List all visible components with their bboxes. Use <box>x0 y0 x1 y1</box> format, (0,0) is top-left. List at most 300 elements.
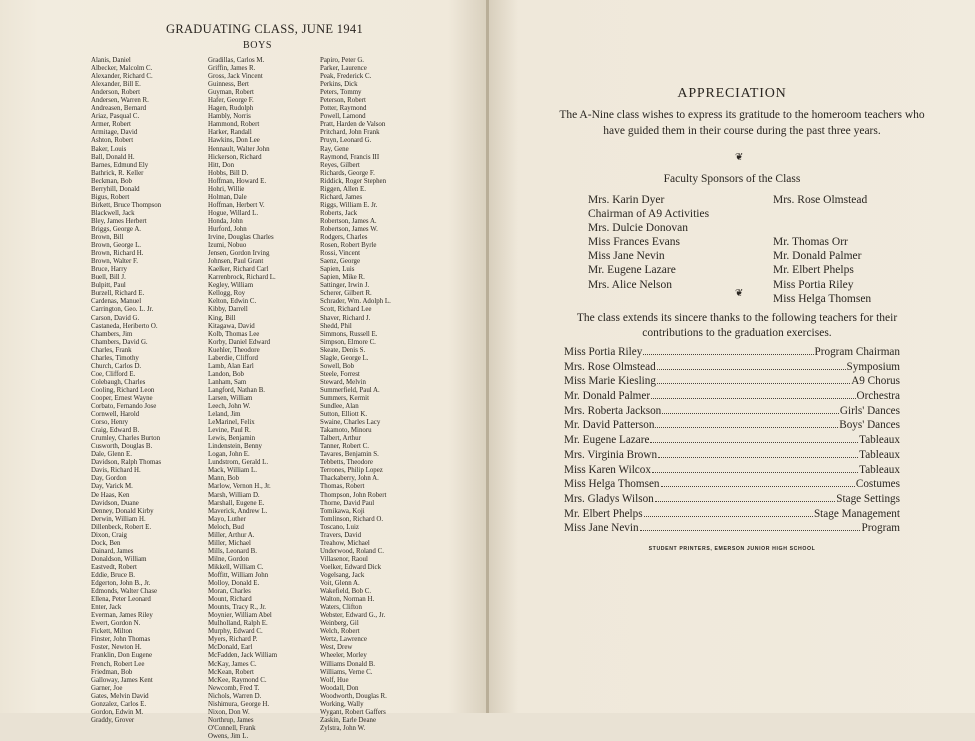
graduate-name: Kitagawa, David <box>208 322 255 330</box>
graduate-name: Honda, John <box>208 217 243 225</box>
graduate-name: Albecker, Malcolm C. <box>91 65 153 73</box>
graduate-name: Swaine, Charles Lacy <box>320 419 381 427</box>
graduate-name: Woodall, Don <box>320 684 359 692</box>
graduate-name: Franklin, Don Eugene <box>91 652 153 660</box>
teacher-name: Mrs. Gladys Wilson <box>564 492 654 505</box>
graduate-name: Kellogg, Roy <box>208 290 246 298</box>
graduate-name: Shaver, Richard J. <box>320 314 371 322</box>
graduate-name: Corbato, Fernando Jose <box>91 403 157 411</box>
graduate-name: Carson, David G. <box>91 314 140 322</box>
graduate-name: Armer, Robert <box>91 121 131 129</box>
graduate-name: Sutton, Elliott K. <box>320 411 368 419</box>
teacher-name: Miss Marie Kiesling <box>564 375 656 388</box>
dot-leader <box>652 472 858 473</box>
faculty-sponsor: Miss Portia Riley <box>773 278 854 291</box>
dot-leader <box>643 354 813 355</box>
graduate-name: Donaldson, William <box>91 555 147 563</box>
graduate-name: Wolf, Hue <box>320 676 349 684</box>
graduate-name: Davis, Richard H. <box>91 467 141 475</box>
graduate-name: Zaskin, Earle Deane <box>320 716 377 724</box>
faculty-sponsor: Mr. Eugene Lazare <box>588 264 676 277</box>
fleuron-icon: ❦ <box>735 288 744 299</box>
graduate-name: Travers, David <box>320 531 362 539</box>
graduate-name: Bathrick, R. Keller <box>91 169 144 177</box>
fleuron-icon: ❦ <box>735 152 744 163</box>
graduate-name: Slagle, George L. <box>320 354 369 362</box>
graduate-name: Lamb, Alan Earl <box>208 362 254 370</box>
teacher-name: Miss Helga Thomsen <box>564 478 660 491</box>
graduate-name: Cornwell, Harold <box>91 411 140 419</box>
teacher-name: Miss Jane Nevin <box>564 522 639 535</box>
appreciation-intro: The A-Nine class wishes to express its gratitude to the homeroom teachers who have guided them in their course during the past three years. <box>559 109 925 137</box>
graduate-name: Tanner, Robert C. <box>320 443 369 451</box>
graduate-name: Richards, George F. <box>320 169 375 177</box>
assignment: Program <box>861 522 900 535</box>
dot-leader <box>657 383 850 384</box>
graduate-name: Tomlinson, Richard O. <box>320 515 384 523</box>
graduate-name: Brown, Richard H. <box>91 250 144 258</box>
graduate-name: Hambly, Norris <box>208 113 251 121</box>
graduate-name: Zylstra, John W. <box>320 724 366 732</box>
program-row <box>564 361 900 376</box>
program-row <box>564 508 900 523</box>
graduate-name: Hobbs, Bill D. <box>208 169 249 177</box>
graduate-name: Davidson, Ralph Thomas <box>91 459 162 467</box>
graduate-name: Mount, Richard <box>208 596 252 604</box>
graduate-name: De Haas, Ken <box>91 491 130 499</box>
graduate-name: Hoffman, Herbert V. <box>208 201 265 209</box>
graduate-name: Carrington, Geo. L. Jr. <box>91 306 154 314</box>
graduate-name: Working, Wally <box>320 700 364 708</box>
graduate-name: Hennault, Walter John <box>208 145 270 153</box>
graduate-name: Riggen, Allen E. <box>320 185 366 193</box>
graduate-name: Thompson, John Robert <box>320 491 387 499</box>
graduate-name: Landon, Bob <box>208 370 244 378</box>
dot-leader <box>661 486 855 487</box>
graduate-name: Bulpitt, Paul <box>91 282 126 290</box>
graduate-name: Jensen, Gordon Irving <box>208 250 270 258</box>
dot-leader <box>650 442 858 443</box>
program-row <box>564 346 900 361</box>
graduate-name: Marshall, Eugene E. <box>208 499 265 507</box>
graduate-name: Robertson, James W. <box>320 225 378 233</box>
graduate-name: Woodworth, Douglas R. <box>320 692 387 700</box>
graduate-name: O'Connell, Frank <box>208 724 256 732</box>
program-row <box>564 405 900 420</box>
graduate-name: Brown, Bill <box>91 234 124 242</box>
graduate-name: Toscano, Luiz <box>320 523 359 531</box>
graduate-name: Hitt, Don <box>208 161 235 169</box>
faculty-sponsor: Miss Helga Thomsen <box>773 292 872 305</box>
graduate-name: Logan, John E. <box>208 451 250 459</box>
program-row <box>564 434 900 449</box>
graduate-name: Crumley, Charles Burton <box>91 435 161 443</box>
graduate-name: Waters, Clifton <box>320 604 362 612</box>
graduate-name: Izumi, Nobuo <box>208 242 247 250</box>
graduate-name: Dainard, James <box>91 547 134 555</box>
graduate-name: Edmonds, Walter Chase <box>91 588 158 596</box>
graduate-name: Charles, Timothy <box>91 354 139 362</box>
graduate-name: Treahow, Michael <box>320 539 370 547</box>
graduate-name: Saenz, George <box>320 258 361 266</box>
graduate-name: Dale, Glenn E. <box>91 451 132 459</box>
graduate-name: Wakefield, Bob C. <box>320 588 372 596</box>
graduate-name: Wertz, Lawrence <box>320 636 367 644</box>
graduate-name: Derwin, William H. <box>91 515 146 523</box>
name-column-2 <box>208 57 277 741</box>
graduate-name: Eastvedt, Robert <box>91 563 137 571</box>
graduate-name: Lindenstein, Benny <box>208 443 262 451</box>
graduate-name: Steward, Melvin <box>320 378 366 386</box>
graduate-name: Kegley, William <box>208 282 254 290</box>
graduate-name: Summers, Kermit <box>320 394 369 402</box>
teacher-name: Miss Portia Riley <box>564 346 643 358</box>
graduate-name: Bley, James Herbert <box>91 217 147 225</box>
name-column-3 <box>320 57 391 733</box>
graduate-name: Baker, Louis <box>91 145 127 153</box>
graduate-name: Bruce, Harry <box>91 266 127 274</box>
graduate-name: Moffitt, William John <box>208 572 269 579</box>
graduate-name: Molloy, Donald E. <box>208 580 260 588</box>
graduate-name: Gordon, Edwin M. <box>91 708 144 716</box>
dot-leader <box>657 369 846 370</box>
graduate-name: Roberts, Jack <box>320 209 358 217</box>
graduate-name: Marsh, William D. <box>208 491 260 499</box>
graduate-name: Myers, Richard P. <box>208 636 258 644</box>
graduate-name: Levine, Paul R. <box>208 427 251 435</box>
program-row <box>564 375 900 390</box>
graduate-name: Gates, Melvin David <box>91 692 149 700</box>
graduate-name: Charles, Frank <box>91 346 132 354</box>
graduate-name: Mills, Leonard B. <box>208 547 257 555</box>
graduate-name: Steele, Forrest <box>320 370 360 378</box>
graduate-name: Thomas, Robert <box>320 483 365 491</box>
graduate-name: Gradillas, Carlos M. <box>208 57 265 64</box>
graduate-name: Marlow, Vernon H., Jr. <box>208 483 271 491</box>
graduate-name: Hohri, Willie <box>208 185 245 193</box>
class-heading: GRADUATING CLASS, JUNE 1941 <box>166 22 363 36</box>
graduate-name: Moran, Charles <box>208 588 251 596</box>
graduate-name: Laberdie, Clifford <box>208 354 259 362</box>
graduate-name: Gonzalez, Carlos E. <box>91 700 147 708</box>
graduate-name: Hafer, George F. <box>208 97 254 105</box>
graduate-name: Castaneda, Heriberto O. <box>91 322 158 330</box>
graduate-name: Moynier, William Abel <box>208 612 272 620</box>
graduate-name: Raymond, Francis III <box>320 153 380 161</box>
graduate-name: Guinness, Bert <box>208 81 249 89</box>
graduate-name: Larsen, William <box>208 394 253 402</box>
graduate-name: Underwood, Roland C. <box>320 547 384 555</box>
assignment: Orchestra <box>856 390 900 403</box>
graduate-name: Ellena, Peter Leonard <box>91 596 151 604</box>
teacher-name: Mrs. Roberta Jackson <box>564 404 662 417</box>
dot-leader <box>655 501 836 502</box>
graduate-name: Sundlee, Alan <box>320 403 359 411</box>
graduate-name: Mann, Bob <box>208 475 240 483</box>
left-page <box>0 0 487 740</box>
graduate-name: Richard, James <box>320 193 363 201</box>
faculty-sponsor: Mrs. Dulcie Donovan <box>588 222 688 235</box>
graduate-name: Eddie, Bruce B. <box>91 572 136 579</box>
graduate-name: Thorne, David Paul <box>320 499 375 507</box>
teacher-name: Mr. Elbert Phelps <box>564 507 643 520</box>
graduate-name: Pritchard, John Frank <box>320 129 380 137</box>
assignment: Tableaux <box>859 448 900 461</box>
graduate-name: Cardenas, Manuel <box>91 298 142 306</box>
graduate-name: Karrenbrock, Richard L. <box>208 274 276 282</box>
graduate-name: Papiro, Peter G. <box>320 57 365 64</box>
faculty-sponsor: Chairman of A9 Activities <box>588 208 710 221</box>
graduate-name: Guyman, Robert <box>208 89 254 97</box>
faculty-sponsor: Mr. Donald Palmer <box>773 250 862 263</box>
graduate-name: McDonald, Earl <box>208 644 253 652</box>
graduate-name: Holman, Dale <box>208 193 247 201</box>
graduate-name: Burzell, Richard E. <box>91 290 145 298</box>
graduate-name: Gross, Jack Vincent <box>208 73 263 81</box>
graduate-name: Pratt, Harden de Valson <box>320 121 386 129</box>
program-row <box>564 522 900 537</box>
graduate-name: Parker, Laurence <box>320 65 367 73</box>
graduate-name: Coe, Clifford E. <box>91 370 136 378</box>
graduate-name: Peters, Tommy <box>320 89 362 97</box>
thanks-paragraph: The class extends its sincere thanks to the following teachers for their contributions to the graduation exercises. <box>576 312 898 339</box>
graduate-name: Wygant, Robert Gaffers <box>320 708 386 716</box>
graduate-name: Harker, Randall <box>208 129 252 137</box>
graduate-name: Rodgers, Charles <box>320 234 368 242</box>
teacher-name: Mr. Eugene Lazare <box>564 434 650 447</box>
graduate-name: Simmons, Russell E. <box>320 330 378 338</box>
graduate-name: Hurford, John <box>208 225 247 233</box>
faculty-sponsor: Miss Frances Evans <box>588 236 680 249</box>
graduate-name: Cooper, Ernest Wayne <box>91 394 153 402</box>
boys-subheading: BOYS <box>243 40 273 51</box>
graduate-name: Hagen, Rudolph <box>208 105 254 113</box>
dot-leader <box>644 516 813 517</box>
faculty-list-left <box>588 193 709 292</box>
graduate-name: Rossi, Vincent <box>320 250 361 258</box>
graduate-name: Kibby, Darrell <box>208 306 248 314</box>
graduate-name: Tavares, Benjamin S. <box>320 451 379 459</box>
graduate-name: Kolb, Thomas Lee <box>208 330 260 338</box>
graduate-name: Buell, Bill J. <box>91 274 126 282</box>
graduate-name: Scherer, Gilbert R. <box>320 290 372 298</box>
graduate-name: Birkett, Bruce Thompson <box>91 201 162 209</box>
assignment: Girls' Dances <box>839 404 900 417</box>
graduate-name: Beckman, Bob <box>91 177 132 185</box>
graduate-name: Sapien, Luis <box>320 266 355 274</box>
graduate-name: Bigus, Robert <box>91 193 130 201</box>
graduate-name: Powell, Lamond <box>320 113 366 121</box>
graduate-name: Alexander, Richard C. <box>91 73 153 81</box>
graduate-name: Hogue, Willard L. <box>208 209 259 217</box>
graduate-name: Andreasen, Bernard <box>91 105 147 113</box>
graduate-name: Weinberg, Gil <box>320 620 359 628</box>
teacher-name: Mr. David Patterson <box>564 419 655 432</box>
graduate-name: Kaelker, Richard Carl <box>208 266 269 274</box>
program-row <box>564 478 900 493</box>
faculty-sponsor: Mr. Thomas Orr <box>773 236 848 249</box>
graduate-name: Wheeler, Morley <box>320 652 367 660</box>
graduate-name: Leech, John W. <box>208 403 251 411</box>
graduate-name: Griffin, James R. <box>208 65 256 73</box>
graduate-name: Webster, Edward G., Jr. <box>320 612 386 620</box>
graduate-name: Korby, Daniel Edward <box>208 338 271 346</box>
printer-credit: STUDENT PRINTERS, EMERSON JUNIOR HIGH SCHOOL <box>648 546 816 552</box>
graduate-name: Finster, John Thomas <box>91 636 151 644</box>
faculty-sponsor: Mrs. Rose Olmstead <box>773 194 868 206</box>
assignment: Boys' Dances <box>839 419 900 432</box>
graduate-name: Chambers, David G. <box>91 338 148 346</box>
graduate-name: Newcomb, Fred T. <box>208 684 260 692</box>
graduate-name: Nishimura, George H. <box>208 700 270 708</box>
graduate-name: Summerfield, Paul A. <box>320 386 380 394</box>
graduate-name: Walton, Norman H. <box>320 596 375 604</box>
graduate-name: Ashton, Robert <box>91 137 134 145</box>
graduate-name: Hawkins, Don Lee <box>208 137 260 145</box>
graduate-name: Owens, Jim L. <box>208 732 249 740</box>
graduate-name: Tebbetts, Theodore <box>320 459 373 467</box>
faculty-sponsors-title: Faculty Sponsors of the Class <box>663 173 801 185</box>
faculty-list-right <box>773 193 871 306</box>
graduate-name: Kelton, Edwin C. <box>208 298 257 306</box>
program-row <box>564 419 900 434</box>
graduate-name: Foster, Newton H. <box>91 644 142 652</box>
graduate-name: Simpson, Elmore C. <box>320 338 376 346</box>
graduate-name: Villasenor, Raoul <box>320 555 368 563</box>
graduate-name: Shedd, Phil <box>320 322 352 330</box>
graduate-name: McFadden, Jack William <box>208 652 278 660</box>
faculty-sponsor: Mrs. Alice Nelson <box>588 278 673 291</box>
graduate-name: Milne, Gordon <box>208 555 249 563</box>
teacher-name: Miss Karen Wilcox <box>564 463 651 476</box>
program-row <box>564 493 900 508</box>
graduate-name: Corso, Henry <box>91 419 129 427</box>
graduate-name: Talbert, Arthur <box>320 435 361 443</box>
graduate-name: Mikkell, William C. <box>208 563 264 571</box>
graduate-name: Ball, Donald H. <box>91 153 135 161</box>
graduate-name: Andersen, Warren R. <box>91 97 149 105</box>
graduate-name: Kuehler, Theodore <box>208 346 260 354</box>
assignment: Costumes <box>855 478 900 491</box>
graduate-name: Voit, Glenn A. <box>320 580 360 588</box>
dot-leader <box>655 427 838 428</box>
dot-leader <box>651 398 855 399</box>
graduate-name: Dillenbeck, Robert E. <box>91 523 152 531</box>
graduate-name: Edgerton, John B., Jr. <box>91 580 151 588</box>
spacer <box>773 207 871 235</box>
graduate-name: West, Drew <box>320 644 353 652</box>
appreciation-title: APPRECIATION <box>677 86 787 101</box>
dot-leader <box>662 413 839 414</box>
graduate-name: McKay, James C. <box>208 660 257 668</box>
graduate-name: Reyes, Gilbert <box>320 161 360 169</box>
graduate-name: Maverick, Andrew L. <box>208 507 268 515</box>
graduate-name: Irvine, Douglas Charles <box>208 234 274 242</box>
graduate-name: Galloway, James Kent <box>91 676 153 684</box>
graduate-name: Lewis, Benjamin <box>208 435 256 443</box>
graduate-name: Lanham, Sam <box>208 378 247 386</box>
faculty-sponsor: Mrs. Karin Dyer <box>588 194 665 206</box>
graduate-name: Perkins, Dick <box>320 81 358 89</box>
program-row <box>564 390 900 405</box>
graduate-name: McKee, Raymond C. <box>208 676 267 684</box>
graduate-name: Sapien, Mike R. <box>320 274 365 282</box>
right-page <box>489 0 975 713</box>
graduate-name: Alexander, Bill E. <box>91 81 141 89</box>
graduate-name: Nichols, Warren D. <box>208 692 262 700</box>
graduate-name: Northrup, James <box>208 716 254 724</box>
teacher-name: Mr. Donald Palmer <box>564 390 651 403</box>
graduate-name: Ariaz, Pasqual C. <box>91 113 140 121</box>
graduate-name: Brown, Walter F. <box>91 258 138 266</box>
faculty-sponsor: Mr. Elbert Phelps <box>773 264 854 277</box>
graduate-name: Tomikawa, Koji <box>320 507 365 515</box>
graduate-name: LeMarinel, Felix <box>208 419 255 427</box>
assignment: Tableaux <box>859 463 900 476</box>
teacher-name: Mrs. Rose Olmstead <box>564 360 656 373</box>
graduate-name: Johnsen, Paul Grant <box>208 258 264 266</box>
dot-leader <box>640 530 861 531</box>
graduate-name: Welch, Robert <box>320 628 360 636</box>
program-row <box>564 449 900 464</box>
graduate-name: Mounts, Tracy R., Jr. <box>208 604 267 612</box>
graduate-name: Peak, Frederick C. <box>320 73 372 81</box>
teacher-name: Mrs. Virginia Brown <box>564 448 658 461</box>
graduate-name: Vogelsang, Jack <box>320 572 365 579</box>
graduate-name: Miller, Michael <box>208 539 251 547</box>
graduate-name: Friedman, Bob <box>91 668 133 676</box>
graduate-name: Langford, Nathan B. <box>208 386 266 394</box>
graduate-name: Hammond, Robert <box>208 121 260 129</box>
graduate-name: Nixon, Don W. <box>208 708 250 716</box>
graduate-name: Terrones, Philip Lopez <box>320 467 383 475</box>
graduate-name: Hoffman, Howard E. <box>208 177 267 185</box>
graduate-name: King, Bill <box>208 314 236 322</box>
graduate-name: Rosen, Robert Byrle <box>320 242 377 250</box>
graduate-name: Peterson, Robert <box>320 97 366 105</box>
graduate-name: Meloch, Bud <box>208 523 244 531</box>
graduate-name: Thackaberry, John A. <box>320 475 379 483</box>
graduate-name: French, Robert Lee <box>91 660 145 668</box>
graduate-name: Hickerson, Richard <box>208 153 262 161</box>
graduate-name: Briggs, George A. <box>91 225 142 233</box>
graduate-name: Mayo, Luther <box>208 515 246 523</box>
graduate-name: Cooling, Richard Leon <box>91 386 155 394</box>
graduate-name: Armitage, David <box>91 129 138 137</box>
graduate-name: Leland, Jim <box>208 411 241 419</box>
graduate-name: Brown, George L. <box>91 242 142 250</box>
assignment: Symposium <box>846 360 900 373</box>
graduate-name: Miller, Arthur A. <box>208 531 255 539</box>
graduate-name: Craig, Edward B. <box>91 427 140 435</box>
graduate-name: Cusworth, Douglas B. <box>91 443 153 451</box>
graduate-name: Williams, Verne C. <box>320 668 373 676</box>
graduate-name: Pruyn, Leonard G. <box>320 137 372 145</box>
name-column-1 <box>91 57 161 725</box>
graduate-name: McKean, Robert <box>208 668 254 676</box>
graduate-name: Riggs, William E. Jr. <box>320 201 378 209</box>
graduate-name: Everman, James Riley <box>91 612 153 620</box>
graduate-name: Davidson, Duane <box>91 499 139 507</box>
graduate-name: Alanis, Daniel <box>91 57 131 64</box>
graduate-name: Chambers, Jim <box>91 330 133 338</box>
graduate-name: Ewert, Gordon N. <box>91 620 141 628</box>
graduate-name: Riddick, Roger Stephen <box>320 177 387 185</box>
graduate-name: Sowell, Bob <box>320 362 355 370</box>
assignment: Stage Settings <box>836 492 900 505</box>
graduate-name: Garner, Joe <box>91 684 123 692</box>
graduate-name: Mack, William L. <box>208 467 257 475</box>
